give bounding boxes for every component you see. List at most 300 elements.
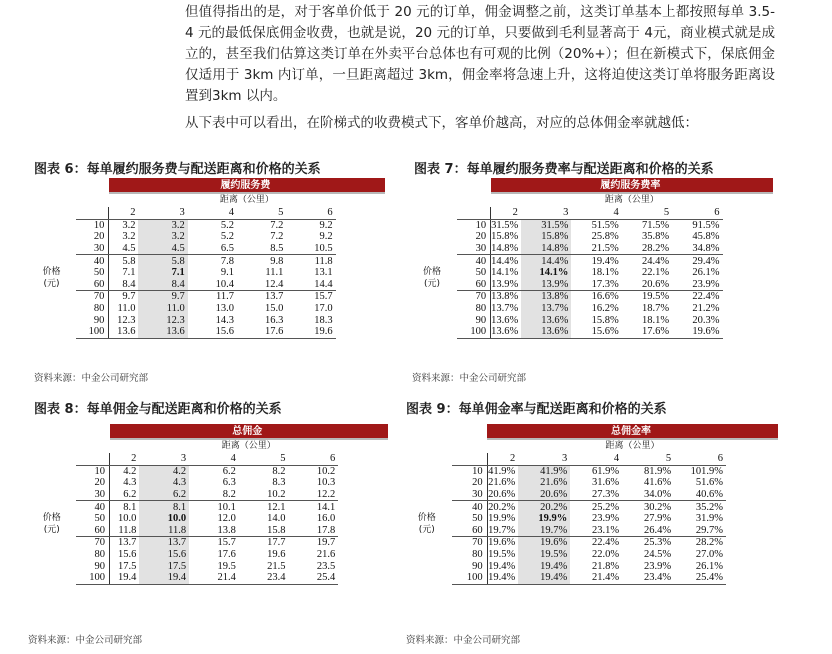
- table-cell: 26.1%: [695, 560, 723, 572]
- table-row: [30, 537, 388, 549]
- distance-values-row: [404, 453, 778, 465]
- table-cell: 8.1: [139, 501, 189, 513]
- table-cell: 22.4%: [592, 537, 620, 549]
- table-cell: 35.8%: [642, 231, 670, 243]
- table-cell: 4.5: [109, 243, 139, 255]
- distance-value: 5: [622, 453, 674, 465]
- distance-label-blank: [30, 193, 109, 207]
- table-cell: 11.0: [117, 303, 136, 315]
- price-unit: (元): [43, 279, 60, 290]
- table-cell: 7.1: [122, 267, 136, 279]
- table-cell: 31.9%: [695, 513, 723, 525]
- table-cell: 6.2: [139, 489, 189, 501]
- table-cell: 4.2: [139, 465, 189, 477]
- price-label-blank: [30, 549, 76, 561]
- price-label-blank: [30, 560, 76, 572]
- table-cell: 17.3%: [571, 279, 621, 291]
- table-cell: 19.4%: [518, 572, 570, 584]
- price-value: 100: [452, 572, 487, 584]
- table-cell: 14.3: [215, 314, 235, 326]
- table-row: [410, 231, 773, 243]
- table-cell: 101.9%: [690, 465, 723, 477]
- table-cell: 10.3: [316, 477, 336, 489]
- table-cell: 10.2: [239, 489, 289, 501]
- table-cell: 19.6: [267, 549, 286, 561]
- table-cell: 41.9%: [488, 465, 516, 477]
- table-cell: 19.4%: [488, 560, 516, 572]
- price-label-blank: [30, 255, 76, 267]
- table-cell: 9.7: [138, 291, 187, 303]
- table-row: [404, 560, 778, 572]
- table-cell: 9.8: [270, 255, 284, 267]
- table-cell: 81.9%: [643, 465, 672, 477]
- price-label-blank: [410, 231, 457, 243]
- table-cell: 35.2%: [695, 501, 723, 513]
- price-label-blank: [30, 489, 76, 501]
- distance-values-row: [30, 207, 385, 219]
- table-cell: 19.5%: [488, 549, 516, 561]
- distance-value: 4: [188, 207, 237, 219]
- distance-label-blank: [410, 193, 491, 207]
- table-cell: 15.6%: [571, 326, 621, 338]
- table-row: [30, 303, 385, 315]
- table-cell: 24.4%: [642, 255, 670, 267]
- table-cell: 17.6%: [622, 326, 672, 338]
- table-cell: 25.8%: [591, 231, 619, 243]
- table-cell: 23.9%: [643, 560, 672, 572]
- price-value: 50: [76, 513, 109, 525]
- price-label-blank: [30, 572, 76, 584]
- table-cell: 10.1: [217, 501, 236, 513]
- price-label-blank: [404, 501, 452, 513]
- distance-value: 4: [189, 453, 239, 465]
- distance-values-blank: [30, 207, 76, 219]
- price-value: 30: [457, 243, 491, 255]
- table-cell: 19.5: [217, 560, 236, 572]
- table-cell: 14.4%: [521, 255, 571, 267]
- table-cell: 6.2: [110, 489, 140, 501]
- table-cell: 11.0: [138, 303, 187, 315]
- table-cell: 25.4: [289, 572, 339, 584]
- table-cell: 34.8%: [672, 243, 722, 255]
- figure-7-source: 资料来源：中金公司研究部: [412, 373, 527, 384]
- table-cell: 19.7: [316, 537, 336, 549]
- table-cell: 21.4%: [570, 572, 622, 584]
- price-label-blank: [404, 572, 452, 584]
- price-value: 70: [452, 537, 487, 549]
- table-cell: 11.8: [314, 255, 333, 267]
- price-label-blank: [30, 465, 76, 477]
- table-cell: 12.2: [289, 489, 339, 501]
- price-value: 60: [76, 279, 109, 291]
- figure-7-table: [410, 178, 773, 339]
- table-cell: 26.1%: [692, 267, 720, 279]
- table-cell: 19.4%: [487, 572, 518, 584]
- price-label-blank: [30, 501, 76, 513]
- table-cell: 14.1: [316, 501, 336, 513]
- table-cell: 6.2: [222, 465, 236, 477]
- table-cell: 18.7%: [642, 303, 670, 315]
- table-cell: 13.6%: [521, 314, 571, 326]
- price-value: 80: [76, 303, 109, 315]
- price-label-blank: [30, 243, 76, 255]
- distance-value: 2: [487, 453, 518, 465]
- table-cell: 9.1: [220, 267, 235, 279]
- body-paragraph-2: 从下表中可以看出，在阶梯式的收费模式下，客单价越高，对应的总体佣金率就越低：: [185, 115, 698, 131]
- figure-8-source: 资料来源：中金公司研究部: [28, 635, 143, 646]
- price-label: 价格: [42, 513, 61, 524]
- distance-value: 2: [491, 207, 521, 219]
- table-header-row: [30, 178, 385, 193]
- table-cell: 9.2: [319, 219, 333, 231]
- price-label-blank: [404, 489, 452, 501]
- table-header-row: [410, 178, 773, 193]
- price-label-blank: [30, 314, 76, 326]
- table-row: [404, 477, 778, 489]
- table-header-blank: [404, 424, 487, 439]
- table-cell: 15.8: [239, 525, 289, 537]
- price-unit: (元): [424, 279, 441, 290]
- table-cell: 5.2: [220, 219, 235, 231]
- table-cell: 14.4%: [491, 255, 519, 267]
- distance-value: 3: [138, 207, 187, 219]
- table-cell: 19.7%: [518, 525, 570, 537]
- distance-value: 5: [237, 207, 286, 219]
- table-cell: 15.0: [264, 303, 284, 315]
- table-cell: 10.4: [188, 279, 237, 291]
- table-cell: 19.4: [139, 572, 189, 584]
- price-value: 20: [76, 477, 109, 489]
- figure-6-title: 图表 6：每单履约服务费与配送距离和价格的关系: [34, 162, 321, 177]
- table-cell: 4.5: [138, 243, 187, 255]
- table-cell: 3.2: [138, 219, 187, 231]
- figure-6-table: [30, 178, 385, 339]
- table-row: [30, 231, 385, 243]
- table-cell: 8.4: [138, 279, 187, 291]
- table-cell: 13.7%: [521, 303, 571, 315]
- price-value: 20: [452, 477, 487, 489]
- table-cell: 15.6: [118, 549, 137, 561]
- price-value: 50: [452, 513, 487, 525]
- price-label-blank: [404, 465, 452, 477]
- distance-value: 6: [289, 453, 339, 465]
- table-cell: 19.4%: [518, 560, 570, 572]
- distance-value: 6: [286, 207, 335, 219]
- table-cell: 5.8: [122, 255, 136, 267]
- table-cell: 30.2%: [643, 501, 672, 513]
- table-header-row: [404, 424, 778, 439]
- distance-value: 4: [570, 453, 622, 465]
- table-cell: 15.7: [314, 291, 333, 303]
- distance-value: 2: [110, 453, 140, 465]
- distance-value: 6: [672, 207, 722, 219]
- table-cell: 13.8: [189, 525, 239, 537]
- table-cell: 12.3: [117, 314, 136, 326]
- table-cell: 15.7: [217, 537, 236, 549]
- distance-label: 距离（公里）: [219, 195, 274, 205]
- table-cell: 14.8%: [521, 243, 571, 255]
- table-cell: 51.6%: [695, 477, 723, 489]
- table-cell: 14.4: [286, 279, 335, 291]
- table-cell: 23.5: [316, 560, 336, 572]
- table-cell: 5.2: [220, 231, 235, 243]
- table-cell: 12.0: [217, 513, 236, 525]
- table-cell: 31.5%: [491, 219, 519, 231]
- table-row: [410, 219, 773, 231]
- table-header-blank: [410, 178, 491, 193]
- table-cell: 7.2: [270, 219, 284, 231]
- table-cell: 13.9%: [491, 279, 521, 291]
- body-paragraph-1: 但值得指出的是，对于客单价低于 20 元的订单，佣金调整之前，这类订单基本上都按照每单 3.5-4 元的最低保底佣金收费，也就是说，20 元的订单，只要做到毛利显著高于 4元，商业模式就是成立的，甚至我们估算这类订单在外卖平台总体也有可观的比例（20%+）；但在新模式下，保底佣金仅适用于 3km 内订单，一旦距离超过 3km，佣金率将急速上升，这将迫使这类订单将服务距离设置到3km 以内。: [185, 4, 775, 104]
- table-row: [30, 326, 385, 338]
- table-cell: 19.9%: [488, 513, 516, 525]
- distance-label-blank: [30, 439, 110, 453]
- price-label-blank: [410, 314, 457, 326]
- distance-value: 3: [518, 453, 570, 465]
- table-row: [30, 525, 388, 537]
- table-cell: 13.1: [314, 267, 333, 279]
- table-cell: 8.1: [123, 501, 137, 513]
- price-value: 40: [76, 501, 109, 513]
- table-cell: 13.8%: [521, 291, 571, 303]
- table-row: [30, 465, 388, 477]
- price-value: 60: [457, 279, 491, 291]
- price-label: 价格: [42, 267, 61, 278]
- table-cell: 13.6%: [491, 314, 519, 326]
- table-cell: 27.0%: [695, 549, 723, 561]
- table-cell: 13.6%: [491, 326, 521, 338]
- price-label-blank: [30, 537, 76, 549]
- table-header-bar: 履约服务费: [109, 178, 385, 193]
- price-label-blank: [30, 291, 76, 303]
- table-cell: 16.0: [316, 513, 336, 525]
- distance-values-blank: [30, 453, 76, 465]
- table-cell: 21.6: [316, 549, 336, 561]
- figure-8-table: [30, 424, 388, 585]
- table-row: [410, 267, 773, 279]
- table-cell: 13.9%: [521, 279, 571, 291]
- distance-value: 3: [139, 453, 189, 465]
- table-cell: 18.1%: [591, 267, 619, 279]
- table-cell: 41.9%: [518, 465, 570, 477]
- price-value: 60: [76, 525, 109, 537]
- table-header-bar: 总佣金率: [487, 424, 778, 439]
- table-cell: 25.3%: [643, 537, 672, 549]
- table-row: [404, 465, 778, 477]
- price-value: 70: [76, 537, 109, 549]
- table-row: [30, 501, 388, 513]
- table-cell: 19.6: [286, 326, 335, 338]
- table-cell: 20.6%: [622, 279, 672, 291]
- table-cell: 4.3: [139, 477, 189, 489]
- distance-value: 5: [239, 453, 289, 465]
- table-header-bar: 总佣金: [110, 424, 388, 439]
- figure-9-title: 图表 9：每单佣金率与配送距离和价格的关系: [406, 402, 667, 417]
- price-unit: (元): [43, 525, 60, 536]
- table-cell: 22.0%: [592, 549, 620, 561]
- table-row: [404, 549, 778, 561]
- distance-label-row: [404, 439, 778, 453]
- table-cell: 6.5: [188, 243, 237, 255]
- table-cell: 3.2: [138, 231, 187, 243]
- table-cell: 13.7: [139, 537, 189, 549]
- price-value: 10: [76, 219, 109, 231]
- price-value: 50: [76, 267, 109, 279]
- price-value: 50: [457, 267, 491, 279]
- table-row: [30, 513, 388, 525]
- table-row: [410, 279, 773, 291]
- table-cell: 7.1: [138, 267, 187, 279]
- table-cell: 14.1%: [521, 267, 571, 279]
- table-cell: 5.8: [138, 255, 187, 267]
- table-cell: 16.6%: [591, 291, 619, 303]
- price-value: 70: [76, 291, 109, 303]
- table-cell: 15.8%: [491, 231, 519, 243]
- table-cell: 19.6%: [672, 326, 722, 338]
- price-value: 10: [452, 465, 487, 477]
- table-cell: 17.6: [217, 549, 236, 561]
- table-cell: 13.7: [118, 537, 137, 549]
- table-row: [404, 537, 778, 549]
- price-value: 90: [76, 560, 109, 572]
- table-cell: 7.8: [220, 255, 235, 267]
- table-cell: 15.6: [188, 326, 237, 338]
- table-cell: 3.2: [122, 219, 136, 231]
- table-cell: 23.9%: [672, 279, 722, 291]
- table-cell: 19.4%: [591, 255, 619, 267]
- table-cell: 13.0: [215, 303, 235, 315]
- table-row: [410, 326, 773, 338]
- price-value: 100: [76, 572, 109, 584]
- table-row: [410, 314, 773, 326]
- price-label-blank: [410, 326, 457, 338]
- table-cell: 6.3: [222, 477, 236, 489]
- distance-value: 2: [109, 207, 139, 219]
- price-label-blank: [404, 537, 452, 549]
- price-value: 80: [76, 549, 109, 561]
- distance-values-row: [30, 453, 388, 465]
- table-cell: 23.9%: [592, 513, 620, 525]
- table-row: [30, 572, 388, 584]
- table-cell: 11.8: [110, 525, 140, 537]
- table-cell: 14.1%: [491, 267, 519, 279]
- price-label-blank: [410, 255, 457, 267]
- table-row: [410, 255, 773, 267]
- table-cell: 18.1%: [642, 314, 670, 326]
- price-label-blank: [30, 219, 76, 231]
- table-cell: 11.8: [139, 525, 189, 537]
- table-row: [30, 477, 388, 489]
- table-cell: 21.6%: [518, 477, 570, 489]
- table-row: [30, 314, 385, 326]
- table-row: [30, 489, 388, 501]
- table-cell: 61.9%: [592, 465, 620, 477]
- price-value: 30: [452, 489, 487, 501]
- table-cell: 34.0%: [622, 489, 674, 501]
- distance-value: 6: [674, 453, 726, 465]
- distance-values-blank: [76, 207, 109, 219]
- table-row: [404, 501, 778, 513]
- distance-label-row: [30, 439, 388, 453]
- distance-label: 距离（公里）: [605, 441, 660, 451]
- table-row: [30, 219, 385, 231]
- table-cell: 18.3: [314, 314, 333, 326]
- price-value: 10: [76, 465, 109, 477]
- table-cell: 13.6: [109, 326, 139, 338]
- table-cell: 29.4%: [692, 255, 720, 267]
- price-label-blank: [410, 291, 457, 303]
- table-row: [404, 489, 778, 501]
- distance-label-row: [410, 193, 773, 207]
- price-label-blank: [30, 303, 76, 315]
- table-row: [30, 267, 385, 279]
- distance-value: 4: [571, 207, 621, 219]
- table-cell: 13.6%: [521, 326, 571, 338]
- table-cell: 10.0: [139, 513, 189, 525]
- table-cell: 19.7%: [487, 525, 518, 537]
- table-row: [410, 291, 773, 303]
- price-label-blank: [410, 303, 457, 315]
- table-cell: 28.2%: [695, 537, 723, 549]
- table-cell: 27.3%: [570, 489, 622, 501]
- price-value: 80: [457, 303, 491, 315]
- table-cell: 24.5%: [643, 549, 672, 561]
- table-cell: 21.5%: [571, 243, 621, 255]
- distance-label-blank: [404, 439, 487, 453]
- table-row: [410, 243, 773, 255]
- table-cell: 15.8%: [591, 314, 619, 326]
- table-cell: 31.5%: [521, 219, 571, 231]
- table-cell: 22.1%: [642, 267, 670, 279]
- distance-label: 距离（公里）: [221, 441, 276, 451]
- table-cell: 26.4%: [622, 525, 674, 537]
- distance-values-blank: [76, 453, 109, 465]
- table-cell: 12.4: [237, 279, 286, 291]
- table-cell: 8.5: [237, 243, 286, 255]
- table-cell: 21.8%: [592, 560, 620, 572]
- table-cell: 12.1: [267, 501, 286, 513]
- distance-label: 距离（公里）: [604, 195, 659, 205]
- distance-values-blank: [452, 453, 487, 465]
- distance-value: 5: [622, 207, 672, 219]
- table-cell: 23.4%: [622, 572, 674, 584]
- table-cell: 4.3: [123, 477, 137, 489]
- distance-values-blank: [404, 453, 452, 465]
- price-value: 40: [457, 255, 491, 267]
- table-cell: 8.2: [189, 489, 239, 501]
- table-cell: 17.5: [139, 560, 189, 572]
- table-cell: 21.6%: [488, 477, 516, 489]
- table-cell: 20.6%: [518, 489, 570, 501]
- table-cell: 21.4: [189, 572, 239, 584]
- table-cell: 17.7: [267, 537, 286, 549]
- table-header-row: [30, 424, 388, 439]
- table-cell: 15.6: [139, 549, 189, 561]
- table-cell: 15.8%: [521, 231, 571, 243]
- price-value: 100: [76, 326, 109, 338]
- table-cell: 13.7: [264, 291, 284, 303]
- table-cell: 9.7: [122, 291, 136, 303]
- table-cell: 4.2: [123, 465, 137, 477]
- table-cell: 11.7: [216, 291, 235, 303]
- price-label-blank: [404, 549, 452, 561]
- table-cell: 10.5: [286, 243, 335, 255]
- table-cell: 20.2%: [488, 501, 516, 513]
- price-value: 20: [457, 231, 491, 243]
- figure-7-title: 图表 7：每单履约服务费率与配送距离和价格的关系: [414, 162, 714, 177]
- table-cell: 13.6: [138, 326, 187, 338]
- price-label: 价格: [423, 267, 442, 278]
